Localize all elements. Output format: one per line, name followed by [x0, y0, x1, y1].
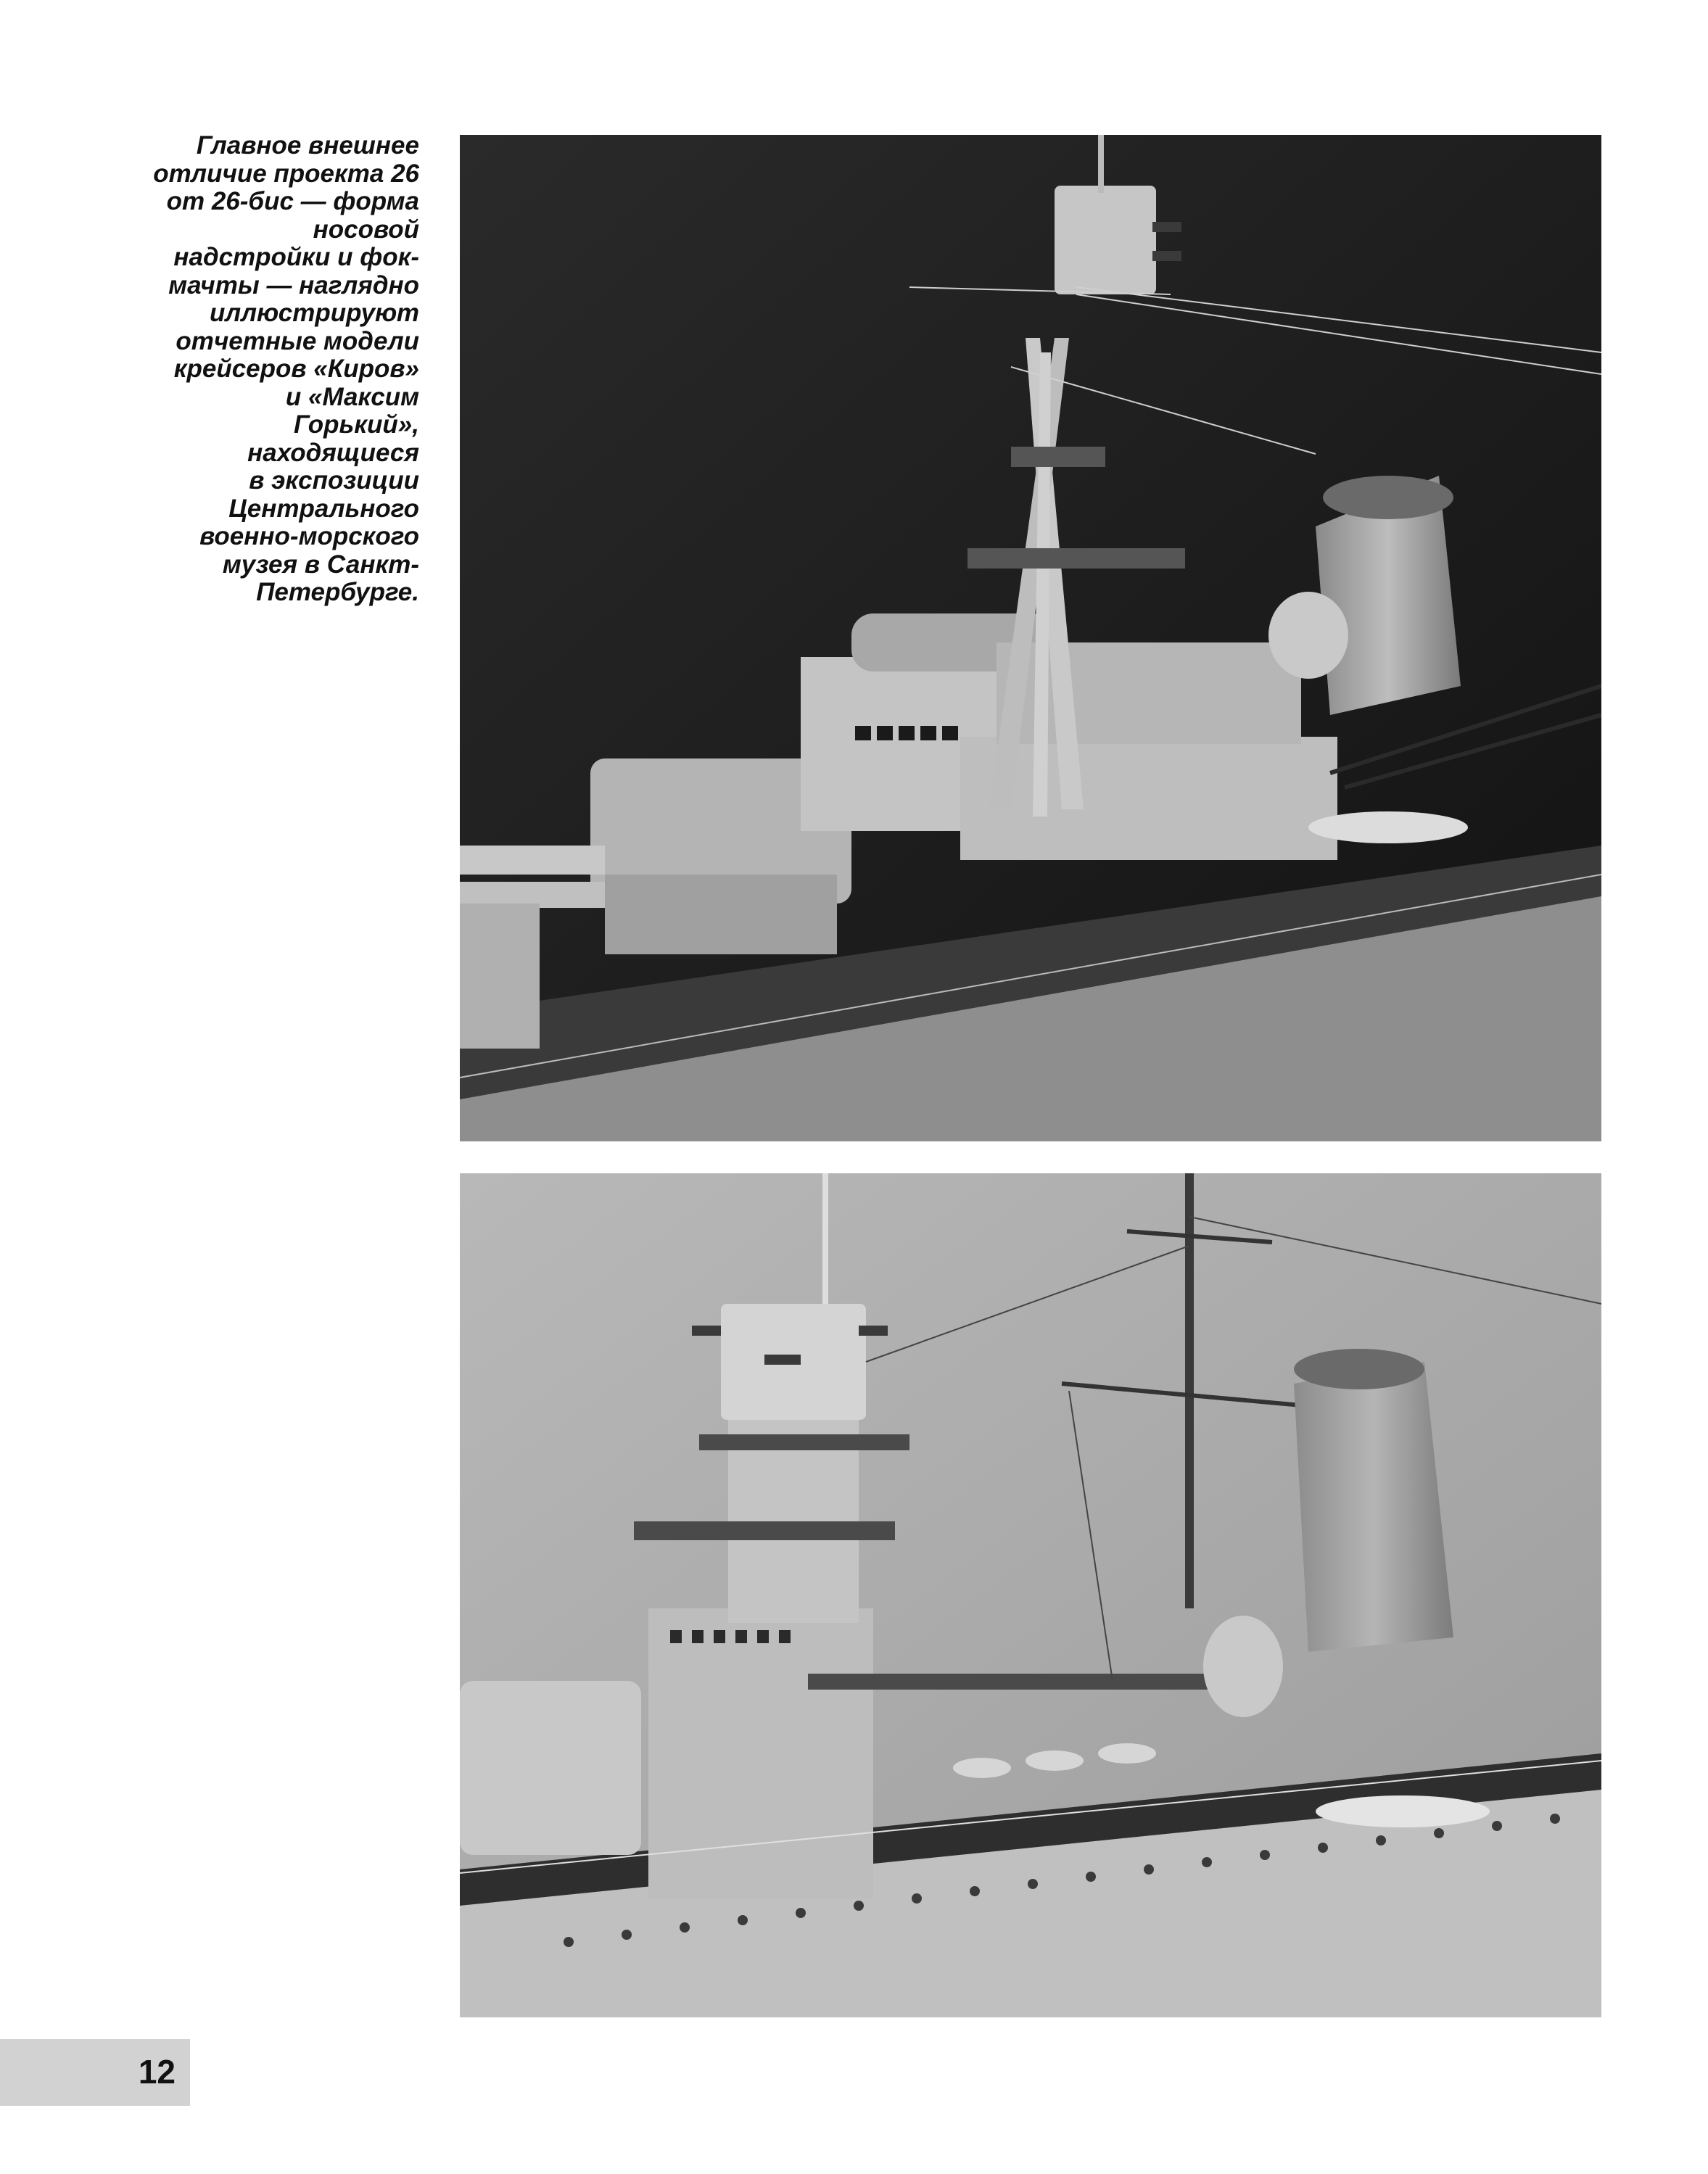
caption-line: мачты — наглядно	[168, 270, 419, 299]
caption-line: Центрального	[228, 494, 419, 523]
top-photo-illustration	[460, 135, 1601, 1141]
caption-line: крейсеров «Киров»	[173, 355, 419, 383]
caption-line: и «Максим	[285, 382, 419, 411]
bottom-ship-model-photo	[460, 1173, 1601, 2017]
page-number: 12	[138, 2053, 176, 2091]
caption-line: в экспозиции	[249, 466, 419, 495]
caption-line: военно-морского	[199, 522, 419, 550]
caption-line: носовой	[313, 215, 419, 244]
caption-line: Горький»,	[294, 410, 419, 439]
photo-caption	[145, 132, 419, 607]
caption-line: Главное внешнее	[196, 131, 419, 160]
caption-line: музея в Санкт-	[222, 550, 419, 579]
caption-line: надстройки и фок-	[173, 243, 419, 271]
bottom-photo-illustration	[460, 1173, 1601, 2017]
caption-line: иллюстрируют	[210, 299, 419, 327]
caption-line: Петербурге.	[256, 578, 419, 606]
top-ship-model-photo	[460, 135, 1601, 1141]
page-number-box	[0, 2039, 190, 2106]
caption-line: находящиеся	[247, 438, 419, 467]
caption-line: отчетные модели	[176, 326, 419, 355]
caption-line: отличие проекта 26	[153, 159, 419, 188]
caption-line: от 26-бис — форма	[166, 187, 419, 215]
